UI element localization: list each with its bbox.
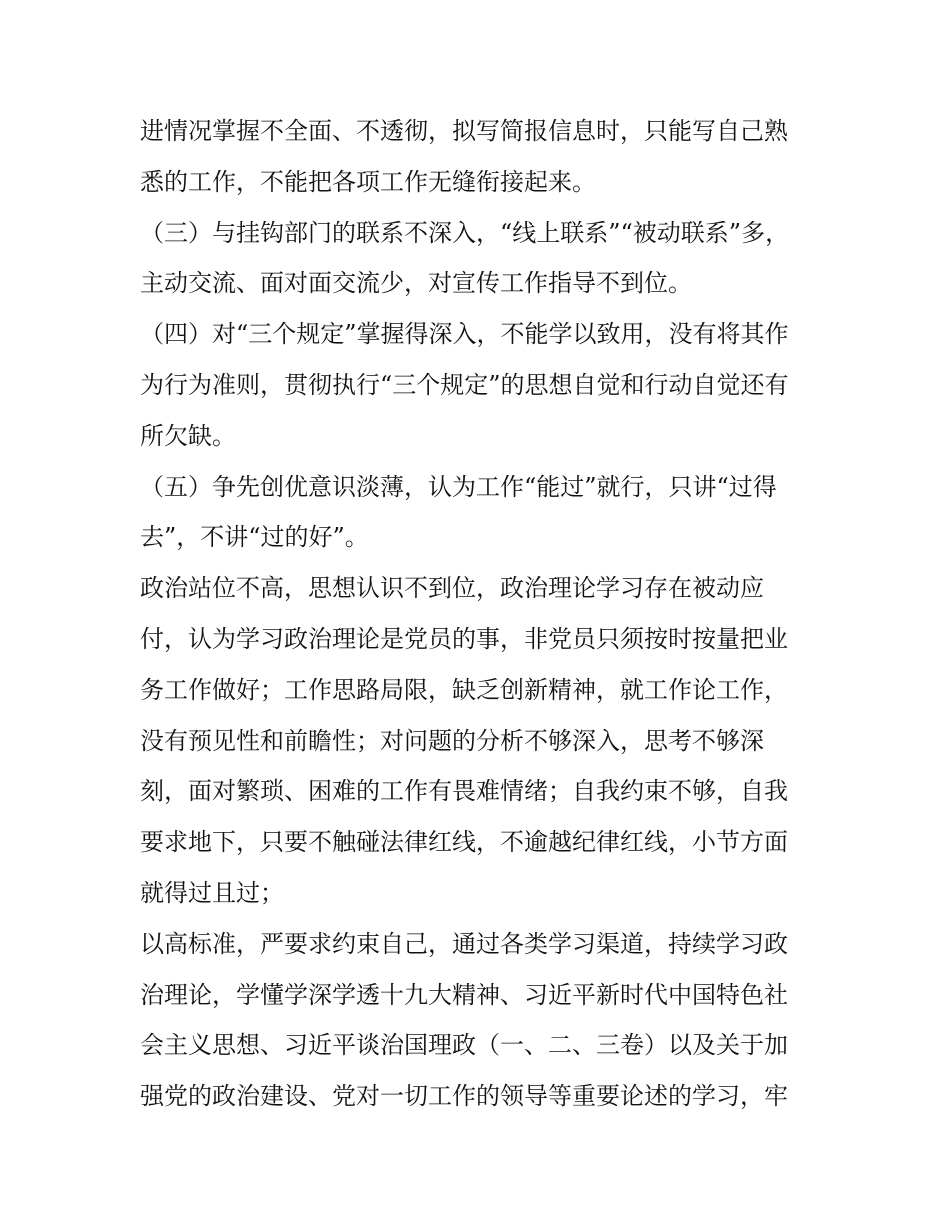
text-line: 刻，面对繁琐、困难的工作有畏难情绪；自我约束不够，自我 <box>140 777 788 806</box>
text-line: 政治站位不高，思想认识不到位，政治理论学习存在被动应 <box>140 574 764 603</box>
text-line: 就得过且过； <box>140 878 284 907</box>
text-line: （四）对“三个规定”掌握得深入，不能学以致用，没有将其作 <box>140 320 789 349</box>
text-line: 主动交流、面对面交流少，对宣传工作指导不到位。 <box>140 269 692 298</box>
text-line: 付，认为学习政治理论是党员的事，非党员只须按时按量把业 <box>140 624 788 653</box>
text-line: 为行为准则，贯彻执行“三个规定”的思想自觉和行动自觉还有 <box>140 370 789 399</box>
text-line: 去”，不讲“过的好”。 <box>140 523 369 552</box>
text-line: 强党的政治建设、党对一切工作的领导等重要论述的学习，牢 <box>140 1082 788 1111</box>
text-line: 以高标准，严要求约束自己，通过各类学习渠道，持续学习政 <box>140 929 788 958</box>
text-line: 会主义思想、习近平谈治国理政（一、二、三卷）以及关于加 <box>140 1031 788 1060</box>
text-line: （三）与挂钩部门的联系不深入，“线上联系”“被动联系”多， <box>140 218 790 247</box>
text-line: 治理论，学懂学深学透十九大精神、习近平新时代中国特色社 <box>140 980 788 1009</box>
text-line: 没有预见性和前瞻性；对问题的分析不够深入，思考不够深 <box>140 726 764 755</box>
text-line: 所欠缺。 <box>140 421 236 450</box>
text-line: 进情况掌握不全面、不透彻，拟写简报信息时，只能写自己熟 <box>140 117 788 145</box>
text-line: 要求地下，只要不触碰法律红线，不逾越纪律红线，小节方面 <box>140 828 788 857</box>
text-line: 悉的工作，不能把各项工作无缝衔接起来。 <box>140 167 596 196</box>
text-line: （五）争先创优意识淡薄，认为工作“能过”就行，只讲“过得 <box>140 472 777 501</box>
text-line: 务工作做好；工作思路局限，缺乏创新精神，就工作论工作， <box>140 675 788 704</box>
document-body <box>140 106 820 1122</box>
